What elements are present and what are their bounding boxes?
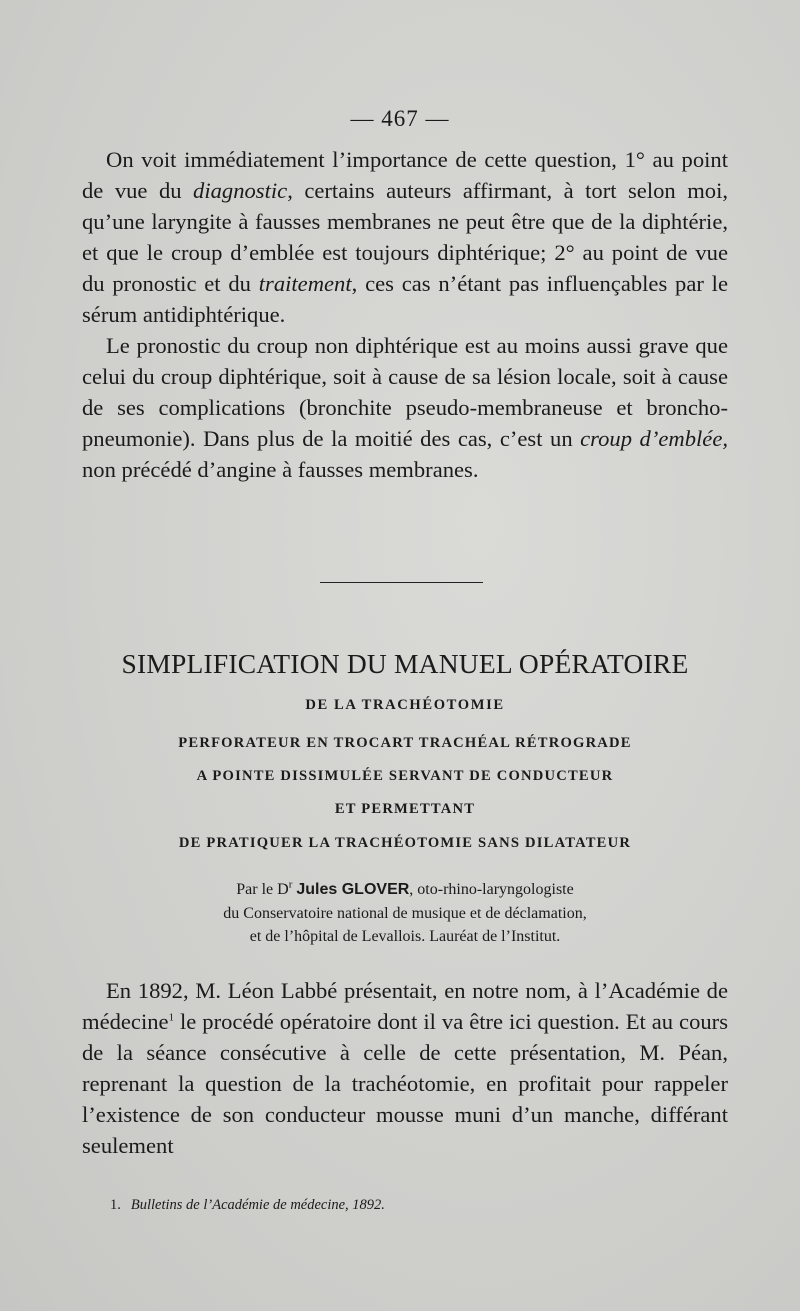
text-run: , ces cas n’étant pas influençables par le sérum antidiphtérique. <box>82 271 728 327</box>
text-run: En 1892, M. Léon Labbé présentait, en notre nom, à l’Académie de médecine <box>82 978 728 1034</box>
footnote-text: Bulletins de l’Académie de médecine, 1892. <box>130 1197 385 1213</box>
author-affiliation: et de l’hôpital de Levallois. Lauréat de l’Institut. <box>249 928 561 945</box>
text-run: non précédé d’angine à fausses membranes. <box>82 457 479 482</box>
footnote <box>110 1197 730 1214</box>
text-run: , certains auteurs affirmant, à tort selon moi, qu’une laryngite à fausses membranes ne peut être que de la diphtérie, et que le croup d’emblée est toujours diphtérique; 2° au point de vue du pronostic et du <box>82 178 728 296</box>
author-role: , oto-rhino-laryngologiste <box>409 881 574 898</box>
author-name: Jules GLOVER <box>296 881 410 898</box>
text-run: le procédé opératoire dont il va être ici question. Et au cours de la séance consécutive à celle de cette présentation, M. Péan, reprenant la question de la trachéotomie, en profitait pour rappeler l’existence de son conducteur mousse muni d’un manche, différant seulement <box>82 1009 728 1158</box>
text-run: On voit immédiatement l’importance de cette question, 1° au point de vue du <box>82 147 728 203</box>
italic-run: croup d’emblée, <box>580 426 728 451</box>
article-title: SIMPLIFICATION DU MANUEL OPÉRATOIRE <box>121 648 689 679</box>
footnote-ref: 1 <box>168 1011 175 1024</box>
section-divider <box>320 582 483 583</box>
paragraph <box>82 144 728 330</box>
subtitle-line: DE LA TRACHÉOTOMIE <box>305 697 505 713</box>
subtitle-line: ET PERMETTANT <box>334 801 476 817</box>
footnote-number: 1. <box>110 1197 121 1213</box>
author-line <box>0 878 800 902</box>
paragraph <box>82 975 728 1161</box>
subtitle-line: A POINTE DISSIMULÉE SERVANT DE CONDUCTEUR <box>196 768 614 784</box>
text-run: Le pronostic du croup non diphtérique est au moins aussi grave que celui du croup diphtérique, soit à cause de sa lésion locale, soit à cause de ses complications (bronchite pseudo-membraneuse et broncho-pneumonie). Dans plus de la moitié des cas, c’est un <box>82 333 728 451</box>
author-prefix-sup: r <box>288 878 293 891</box>
article-body <box>82 975 728 1161</box>
page-number: — 467 — <box>350 106 450 131</box>
paragraph <box>82 330 728 485</box>
subtitle-line: PERFORATEUR EN TROCART TRACHÉAL RÉTROGRADE <box>178 735 632 751</box>
author-byline <box>0 878 800 949</box>
subtitle-line: DE PRATIQUER LA TRACHÉOTOMIE SANS DILATATEUR <box>178 835 632 851</box>
italic-run: traitement <box>258 271 352 296</box>
italic-run: diagnostic <box>193 178 288 203</box>
author-affiliation: du Conservatoire national de musique et de déclamation, <box>223 904 587 922</box>
author-prefix: Par le D <box>236 881 289 898</box>
intro-text <box>82 144 728 485</box>
